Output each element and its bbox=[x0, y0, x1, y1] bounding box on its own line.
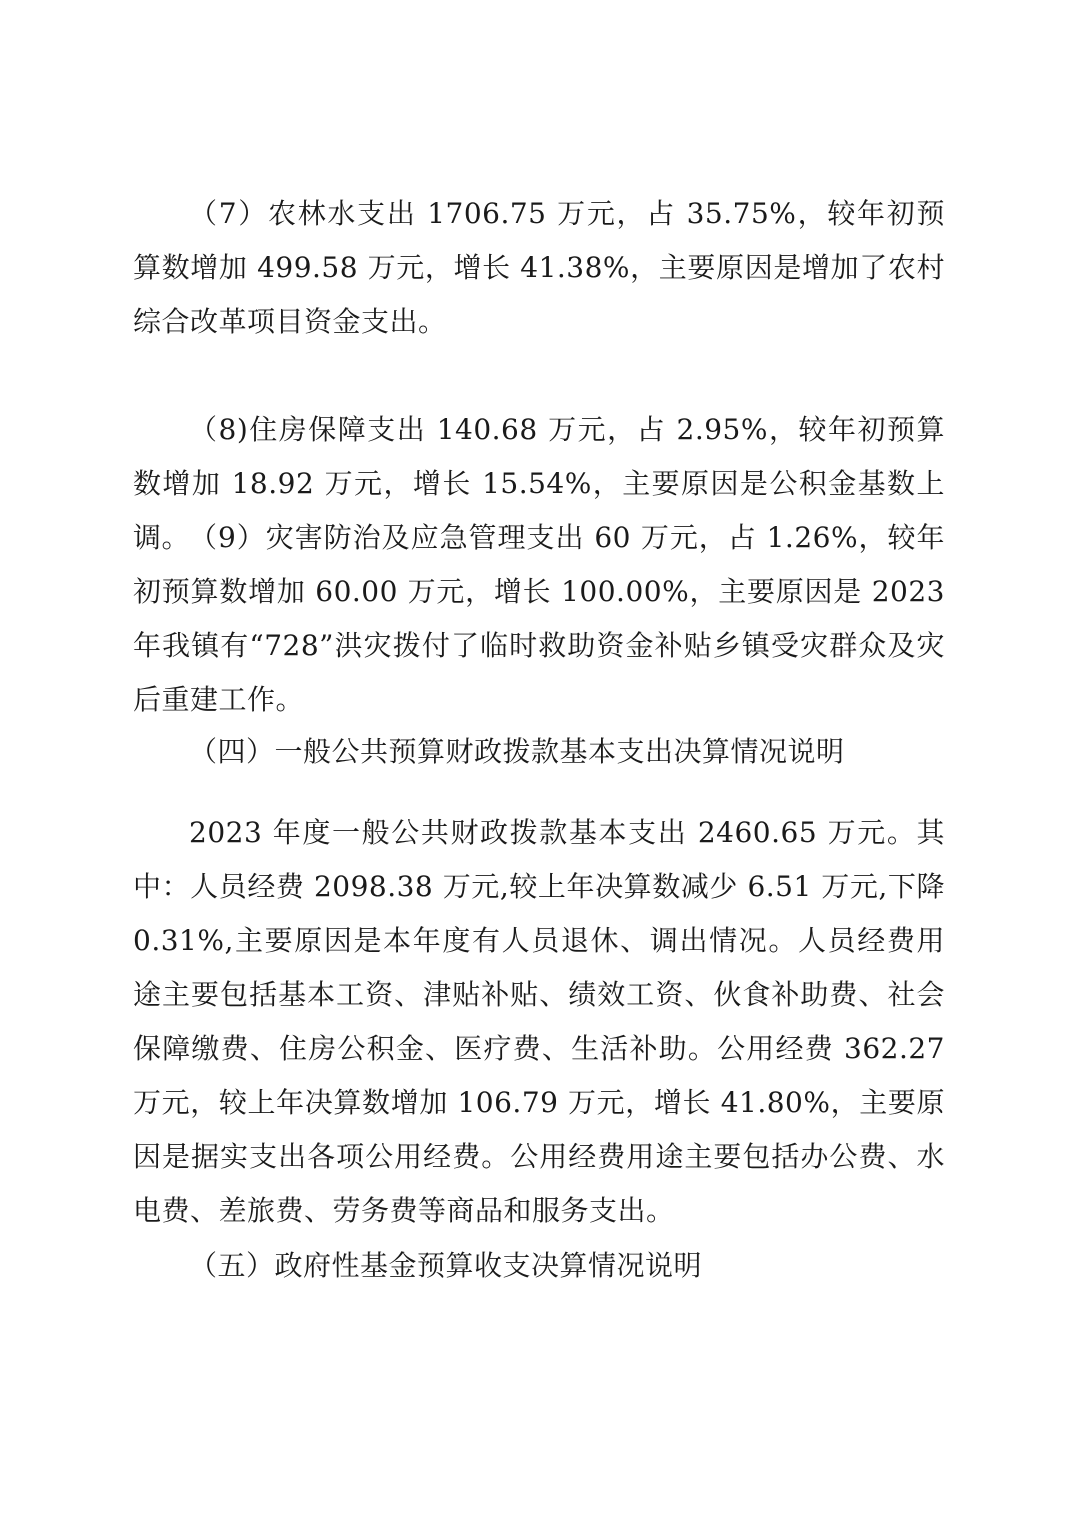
paragraph-basic-expenditure-details: 2023 年度一般公共财政拨款基本支出 2460.65 万元。其中：人员经费 2098.38 万元,较上年决算数减少 6.51 万元,下降 0.31%,主要原因是本年度有人员退休、调出情况。人员经费用途主要包括基本工资、津贴补贴、绩效工资、伙食补助费、社会保障缴费、住房公积金、医疗费、生活补助。公用经费 362.27 万元，较上年决算数增加 106.79 万元，增长 41.80%，主要原因是据实支出各项公用经费。公用经费用途主要包括办公费、水电费、差旅费、劳务费等商品和服务支出。 bbox=[133, 816, 945, 1227]
section-heading-basic-expenditure: （四）一般公共预算财政拨款基本支出决算情况说明 bbox=[189, 735, 845, 768]
section-heading-government-fund: （五）政府性基金预算收支决算情况说明 bbox=[189, 1249, 703, 1282]
paragraph-agriculture-expenditure: （7）农林水支出 1706.75 万元，占 35.75%，较年初预算数增加 499.58 万元，增长 41.38%，主要原因是增加了农村综合改革项目资金支出。 bbox=[133, 197, 945, 338]
paragraph-disaster-expenditure: （9）灾害防治及应急管理支出 60 万元，占 1.26%，较年初预算数增加 60.00 万元，增长 100.00%，主要原因是 2023 年我镇有“728”洪灾拨付了临时救助资金补贴乡镇受灾群众及灾后重建工作。 bbox=[133, 521, 945, 716]
paragraph-housing-expenditure: （8)住房保障支出 140.68 万元，占 2.95%，较年初预算数增加 18.92 万元，增长 15.54%，主要原因是公积金基数上调。 bbox=[133, 413, 945, 554]
